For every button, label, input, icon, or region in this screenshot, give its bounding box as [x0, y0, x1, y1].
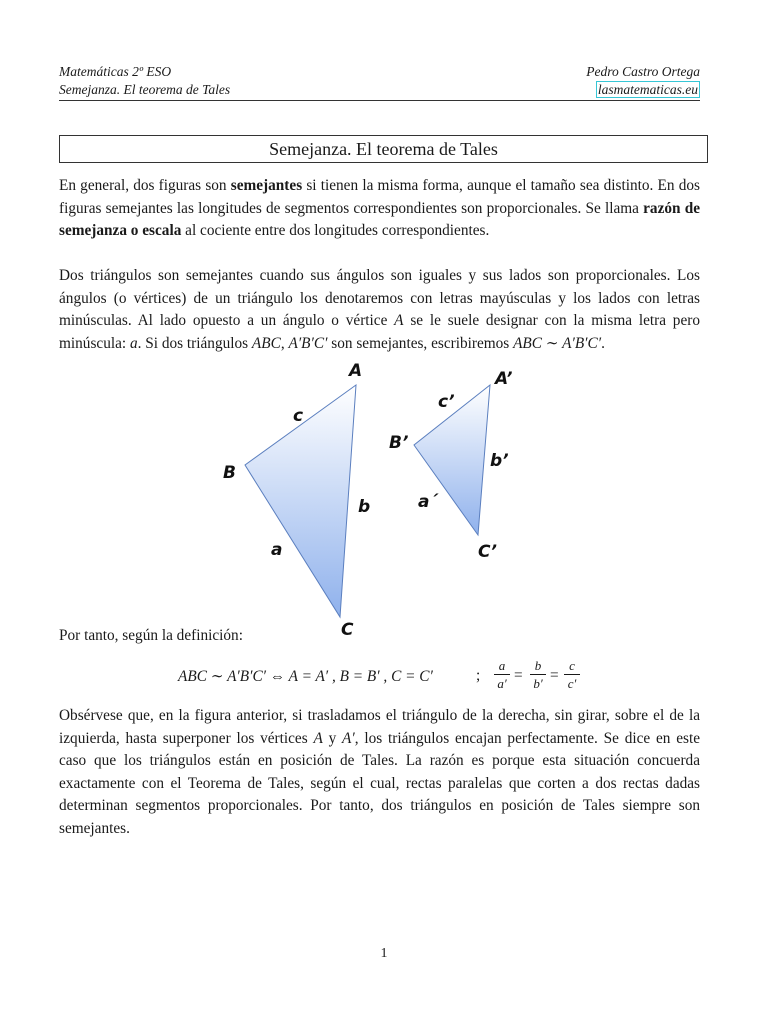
label-side-b: b	[358, 497, 371, 517]
equals-sign: =	[514, 667, 523, 684]
formula-separator: ;	[476, 667, 481, 684]
label-vertex-B-prime: B’	[389, 433, 409, 453]
fraction-c	[564, 657, 580, 692]
text-run: y	[322, 729, 343, 747]
label-side-b-prime: b’	[490, 451, 509, 471]
label-side-a: a	[271, 540, 283, 560]
header-author: Pedro Castro Ortega	[586, 64, 700, 79]
text-run: si tienen la misma forma, aunque el tamaño sea distinto. En dos figuras semejantes las longitudes de segmentos correspondientes son proporcionales. Se llama	[59, 177, 700, 217]
math-A-prime: A′	[342, 729, 355, 747]
label-vertex-B: B	[223, 463, 236, 483]
text-run: al cociente entre dos longitudes correspondientes.	[181, 222, 490, 239]
fraction-denominator: c′	[567, 676, 577, 691]
math-A1B1C1: A′B′C′	[288, 334, 328, 352]
paragraph-therefore: Por tanto, según la definición:	[59, 627, 243, 644]
label-vertex-A-prime: A’	[495, 369, 513, 389]
fraction-denominator: a′	[497, 676, 507, 691]
text-run: se le suele designar con la misma letra pero minúscula:	[59, 312, 700, 352]
label-side-c: c	[293, 406, 304, 426]
fraction-numerator: a	[494, 657, 510, 675]
fraction-numerator: b	[530, 657, 546, 675]
equals-sign: =	[550, 667, 559, 684]
fraction-denominator: b′	[533, 676, 543, 691]
fraction-b	[530, 657, 546, 692]
text-run: , los triángulos encajan perfectamente. Se dice en este caso que los triángulos están en posición de Tales. La razón es porque esta situación concuerda exactamente con el Teorema de Tales, según el cual, rectas paralelas que corten a dos rectas dadas determinan segmentos proporcionales. Por tanto, dos triángulos en posición de Tales siempre son semejantes.	[59, 729, 700, 837]
fraction-a	[494, 657, 510, 692]
text-run: .	[601, 334, 605, 352]
site-link[interactable]: lasmatematicas.eu	[597, 82, 698, 97]
label-vertex-C-prime: C’	[478, 542, 497, 562]
text-run: son semejantes, escribiremos	[327, 334, 514, 352]
formula-equivalence: ABC ∼ A′B′C′ ⇔ A = A′ , B = B′ , C = C′	[178, 668, 433, 685]
text-run: Dos triángulos son semejantes cuando sus ángulos son iguales y sus lados son proporcionales. Los ángulos (o vértices) de un triángulo los denotaremos con letras mayúsculas y los lados con letras minúsculas. Al lado opuesto a un ángulo o vértice	[59, 267, 700, 329]
math-A: A	[394, 312, 404, 329]
fraction-numerator: c	[564, 657, 580, 675]
label-vertex-A: A	[349, 361, 363, 381]
label-side-a-prime: a´	[418, 492, 438, 512]
similarity-formula	[0, 655, 768, 699]
page-number: 1	[380, 946, 388, 961]
label-vertex-C: C	[341, 620, 354, 640]
label-side-c-prime: c’	[438, 392, 455, 412]
text-run: Obsérvese que, en la figura anterior, si trasladamos el triángulo de la derecha, sin girar, sobre el de la izquierda, hasta superponer los vértices	[59, 707, 700, 747]
text-run: ,	[280, 334, 289, 352]
text-run: En general, dos figuras son	[59, 177, 231, 194]
paragraph-tales-position	[59, 705, 700, 840]
term-semejantes: semejantes	[230, 177, 303, 194]
math-ABC: ABC	[251, 334, 281, 352]
header-course: Matemáticas 2º ESO	[59, 64, 172, 79]
section-title: Semejanza. El teorema de Tales	[59, 135, 708, 163]
math-a: a	[129, 334, 138, 352]
math-A: A	[313, 729, 323, 747]
math-similarity: ABC ∼ A′B′C′	[513, 334, 602, 352]
header-chapter: Semejanza. El teorema de Tales	[59, 82, 231, 97]
term-razon: razón de semejanza o escala	[59, 199, 700, 239]
text-run: . Si dos triángulos	[137, 334, 252, 352]
